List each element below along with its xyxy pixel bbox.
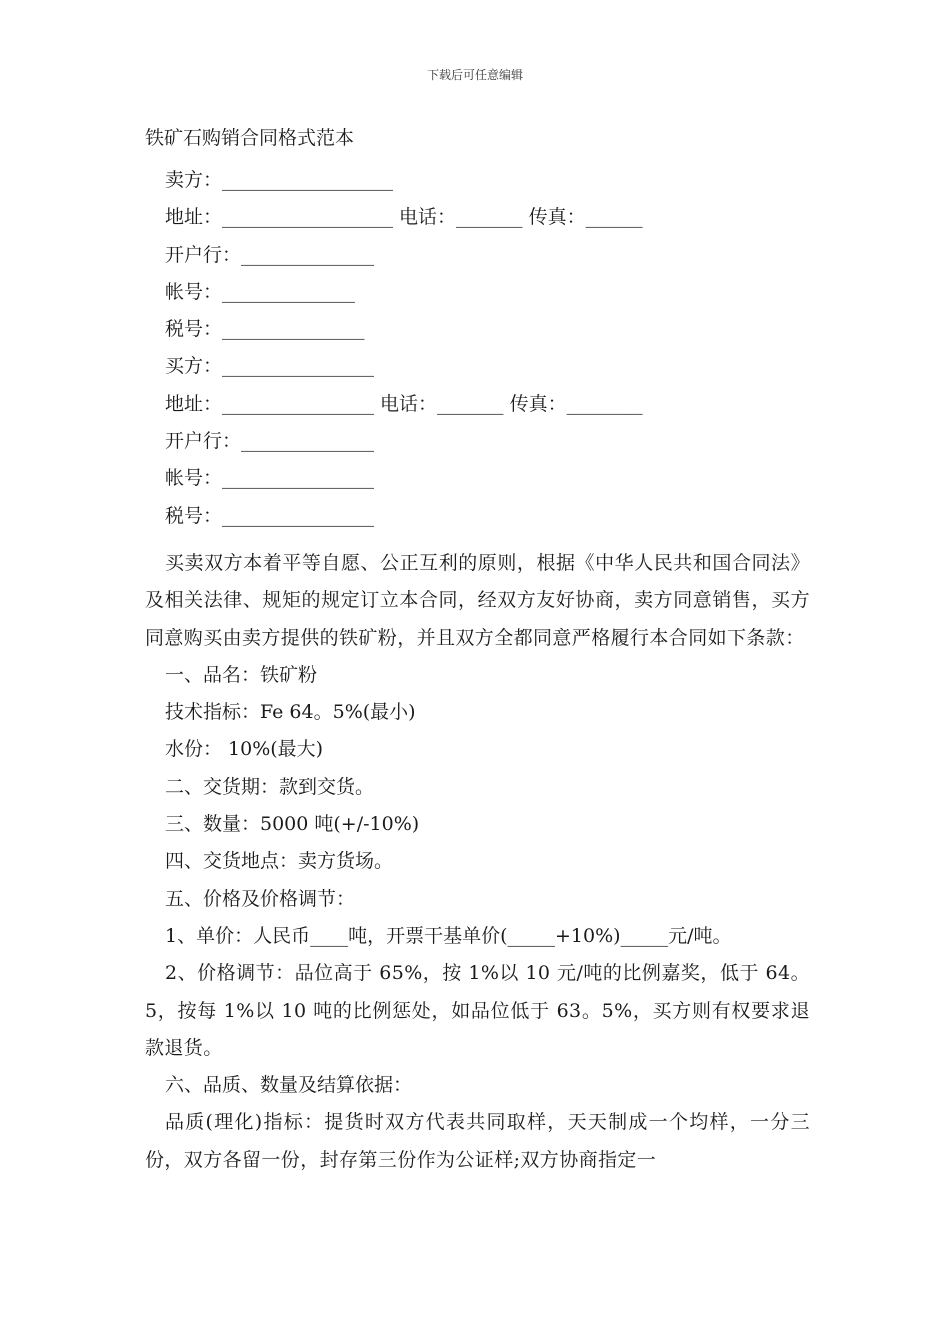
clause-delivery-place: 四、交货地点：卖方货场。 [165,850,394,873]
document-title: 铁矿石购销合同格式范本 [145,127,355,149]
document-body [145,124,810,1179]
section6-heading: 六、品质、数量及结算依据： [165,1074,413,1097]
buyer-name-line: 买方：________________ [165,355,375,378]
clause-unit-price: 1、单价：人民币____吨，开票干基单价(_____+10%)_____元/吨。 [165,924,732,947]
seller-address-line: 地址：__________________ 电话：_______ 传真：______ [165,206,643,229]
intro-paragraph: 买卖双方本着平等自愿、公正互利的原则，根据《中华人民共和国合同法》及相关法律、规矩的规定订立本合同，经双方友好协商，卖方同意销售，买方同意购买由卖方提供的铁矿粉，并且双方全都同意严格履行本合同如下条款： [145,551,810,649]
buyer-address-line: 地址：________________ 电话：_______ 传真：________ [165,392,643,415]
clause-price-heading: 五、价格及价格调节： [165,887,356,910]
buyer-bank-line: 开户行：______________ [165,430,375,453]
clause-quantity: 三、数量：5000 吨(+/-10%) [165,813,420,836]
seller-bank-line: 开户行：______________ [165,243,375,266]
page-header-note: 下载后可任意编辑 [426,68,523,82]
clause-delivery-period: 二、交货期：款到交货。 [165,775,375,798]
price-adjust-paragraph: 2、价格调节：品位高于 65%，按 1%以 10 元/吨的比例嘉奖，低于 64。5，按每 1%以 10 吨的比例惩处，如品位低于 63。5%，买方则有权要求退款退货。 [145,962,810,1059]
quality-paragraph: 品质(理化)指标：提货时双方代表共同取样，天天制成一个均样，一分三份，双方各留一份，封存第三份作为公证样;双方协商指定一 [145,1111,810,1171]
clause-tech-spec: 技术指标：Fe 64。5%(最小) [165,701,416,724]
clause-product-name: 一、品名：铁矿粉 [165,663,318,686]
seller-tax-line: 税号：_______________ [165,318,365,341]
seller-account-line: 帐号：______________ [165,280,356,303]
clause-moisture: 水份： 10%(最大) [165,738,324,761]
buyer-account-line: 帐号：________________ [165,467,375,490]
buyer-tax-line: 税号：________________ [165,504,375,527]
seller-name-line: 卖方：__________________ [165,169,394,191]
